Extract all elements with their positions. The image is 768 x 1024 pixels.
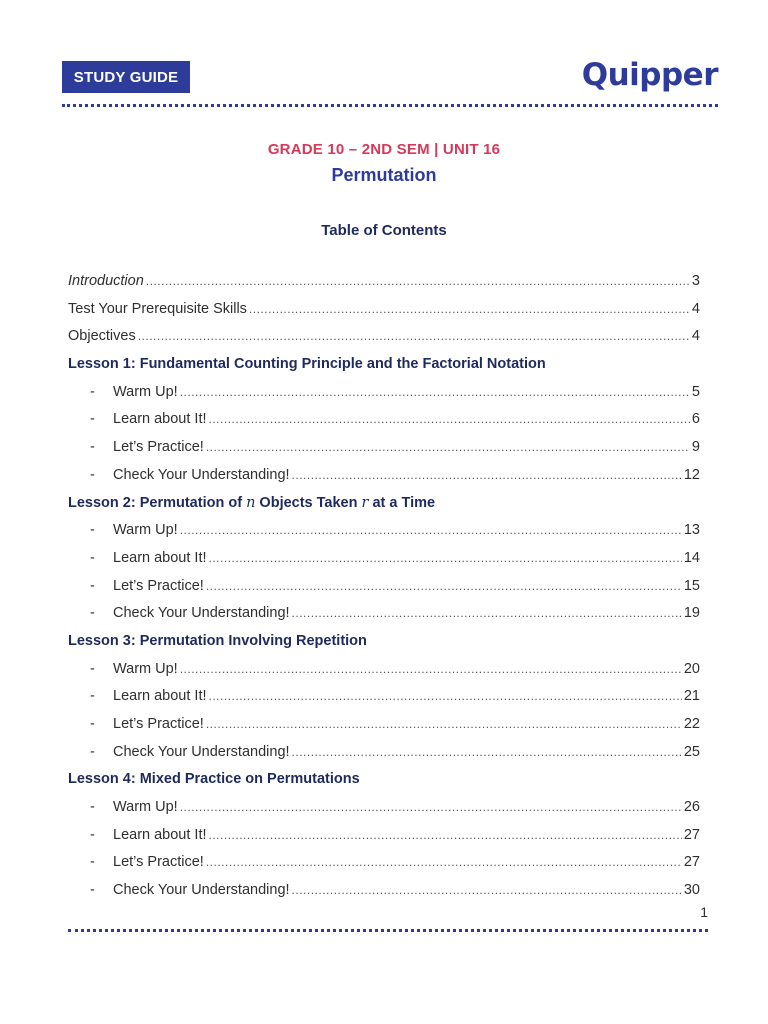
toc-entry-lesson-3-practice[interactable]: [68, 711, 700, 739]
toc-entry-label: Check Your Understanding!: [113, 605, 290, 622]
page-number: 1: [700, 904, 708, 920]
toc-entry-lesson-1-warm-up[interactable]: [68, 379, 700, 407]
list-dash: -: [90, 799, 95, 816]
toc-entry-lesson-4-learn[interactable]: [68, 822, 700, 850]
toc-entry-label: Let’s Practice!: [113, 854, 204, 871]
toc-entry-label: Check Your Understanding!: [113, 466, 290, 483]
dot-leader: [292, 877, 682, 905]
dot-leader: [180, 656, 682, 684]
dot-leader: [180, 794, 682, 822]
toc-entry-page: 19: [683, 605, 700, 622]
dot-leader: [292, 600, 682, 628]
toc-entry-page: 5: [691, 383, 700, 400]
lesson-3-heading[interactable]: Lesson 3: Permutation Involving Repetition: [68, 632, 367, 649]
toc-entry-label: Learn about It!: [113, 688, 207, 705]
toc-entry-lesson-2-learn[interactable]: [68, 545, 700, 573]
dot-leader: [206, 434, 690, 462]
study-guide-badge: STUDY GUIDE: [62, 61, 190, 93]
toc-entry-lesson-4-warm-up[interactable]: [68, 794, 700, 822]
dot-leader: [180, 379, 690, 407]
list-dash: -: [90, 688, 95, 705]
variable-r: r: [361, 494, 369, 511]
toc-entry-page: 20: [683, 660, 700, 677]
dot-leader: [209, 406, 690, 434]
toc-entry-label: Let’s Practice!: [113, 716, 204, 732]
dot-leader: [206, 711, 682, 739]
table-of-contents: [68, 268, 700, 905]
toc-entry-prerequisite-skills[interactable]: [68, 296, 700, 324]
toc-entry-label: Let’s Practice!: [113, 577, 204, 594]
dot-leader: [146, 268, 690, 296]
toc-entry-page: 4: [691, 300, 700, 317]
toc-entry-page: 21: [683, 688, 700, 705]
toc-entry-label: Objectives: [68, 328, 136, 345]
lesson-2-title-part: Objects Taken: [255, 494, 362, 511]
lesson-2-heading[interactable]: [68, 490, 700, 518]
toc-entry-page: 14: [683, 549, 700, 566]
dot-leader: [209, 822, 682, 850]
dot-leader: [209, 545, 682, 573]
list-dash: -: [90, 383, 95, 400]
toc-entry-lesson-4-practice[interactable]: [68, 849, 700, 877]
list-dash: -: [90, 826, 95, 843]
toc-entry-lesson-4-check[interactable]: [68, 877, 700, 905]
toc-entry-page: 26: [683, 799, 700, 816]
list-dash: -: [90, 882, 95, 899]
toc-entry-lesson-1-practice[interactable]: [68, 434, 700, 462]
dot-leader: [206, 573, 682, 601]
list-dash: -: [90, 743, 95, 760]
toc-entry-page: 27: [683, 826, 700, 843]
toc-entry-label: Learn about It!: [113, 411, 207, 428]
list-dash: -: [90, 854, 95, 871]
list-dash: -: [90, 466, 95, 483]
toc-entry-label: Check Your Understanding!: [113, 743, 290, 760]
variable-n: n: [246, 494, 256, 511]
toc-entry-label: Test Your Prerequisite Skills: [68, 300, 247, 317]
toc-entry-page: 9: [691, 439, 700, 456]
toc-entry-page: 15: [683, 577, 700, 594]
list-dash: -: [90, 549, 95, 566]
list-dash: -: [90, 522, 95, 539]
toc-entry-page: 27: [683, 854, 700, 871]
dot-leader: [292, 462, 682, 490]
list-dash: -: [90, 577, 95, 594]
toc-entry-page: 12: [683, 466, 700, 483]
unit-title: Permutation: [331, 165, 437, 185]
toc-entry-lesson-2-warm-up[interactable]: [68, 517, 700, 545]
toc-entry-label: Warm Up!: [113, 522, 178, 539]
dot-leader: [206, 849, 682, 877]
toc-entry-page: 13: [683, 522, 700, 539]
toc-entry-objectives[interactable]: [68, 323, 700, 351]
toc-entry-introduction[interactable]: [68, 268, 700, 296]
dot-leader: [249, 296, 690, 324]
toc-entry-label: Introduction: [68, 273, 144, 289]
toc-entry-page: 4: [691, 328, 700, 345]
toc-entry-lesson-3-warm-up[interactable]: [68, 656, 700, 684]
list-dash: -: [90, 439, 95, 456]
quipper-logo: Quipper: [581, 57, 718, 93]
lesson-2-title-part: Lesson 2: Permutation of: [68, 494, 247, 511]
toc-entry-label: Check Your Understanding!: [113, 882, 290, 899]
toc-entry-label: Learn about It!: [113, 826, 207, 843]
toc-entry-label: Warm Up!: [113, 383, 178, 400]
toc-entry-lesson-3-learn[interactable]: [68, 683, 700, 711]
toc-entry-label: Warm Up!: [113, 660, 178, 677]
list-dash: -: [90, 605, 95, 622]
lesson-4-heading[interactable]: Lesson 4: Mixed Practice on Permutations: [68, 771, 360, 788]
toc-entry-lesson-1-check[interactable]: [68, 462, 700, 490]
toc-entry-page: 30: [683, 882, 700, 899]
toc-entry-page: 6: [691, 411, 700, 428]
toc-entry-label: Warm Up!: [113, 799, 178, 816]
lesson-2-title-part: at a Time: [368, 494, 436, 511]
grade-unit-label: GRADE 10 – 2ND SEM | UNIT 16: [267, 141, 501, 158]
toc-entry-page: 3: [691, 273, 700, 289]
list-dash: -: [90, 411, 95, 428]
toc-heading: Table of Contents: [321, 222, 447, 239]
dot-leader: [292, 739, 682, 767]
dot-leader: [138, 323, 690, 351]
list-dash: -: [90, 660, 95, 677]
toc-entry-lesson-1-learn[interactable]: [68, 406, 700, 434]
list-dash: -: [90, 716, 95, 732]
toc-entry-page: 22: [683, 716, 700, 732]
toc-entry-lesson-2-practice[interactable]: [68, 573, 700, 601]
toc-entry-label: Learn about It!: [113, 549, 207, 566]
dot-leader: [209, 683, 682, 711]
toc-entry-lesson-3-check[interactable]: [68, 739, 700, 767]
toc-entry-label: Let’s Practice!: [113, 439, 204, 456]
top-dotted-divider: [62, 104, 718, 107]
bottom-dotted-divider: [68, 929, 708, 932]
lesson-1-heading[interactable]: Lesson 1: Fundamental Counting Principle and the Factorial Notation: [68, 356, 546, 373]
toc-entry-page: 25: [683, 743, 700, 760]
dot-leader: [180, 517, 682, 545]
toc-entry-lesson-2-check[interactable]: [68, 600, 700, 628]
